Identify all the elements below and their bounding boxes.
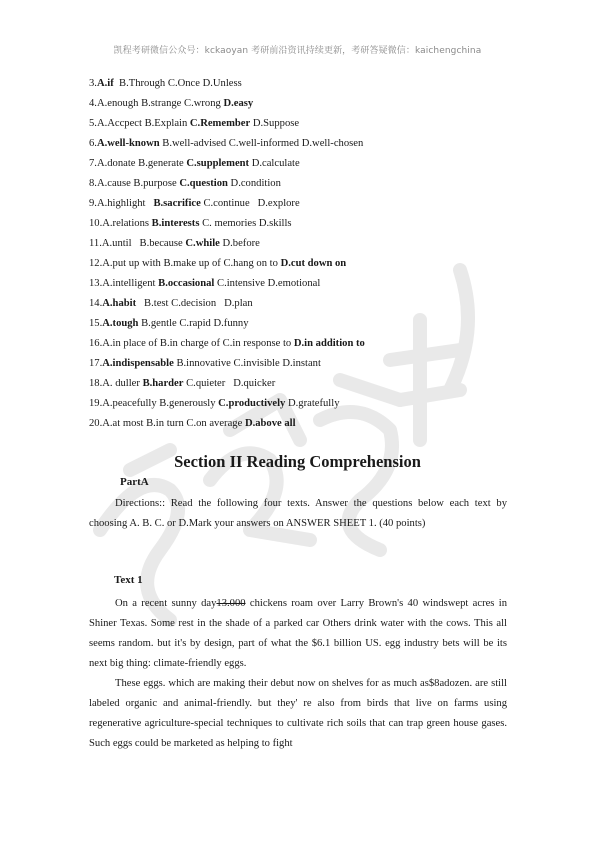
- answer-row: [89, 196, 529, 216]
- answer-text: 11.A.until B.because: [89, 238, 186, 249]
- answer-correct: B.interests: [151, 218, 200, 229]
- answer-row: [89, 236, 529, 256]
- answer-text: 13.A.intelligent: [89, 278, 159, 289]
- answer-correct: C.Remember: [189, 118, 251, 129]
- answer-correct: D.above all: [244, 418, 296, 429]
- text1-paragraph-1: [89, 594, 507, 674]
- answer-row: [89, 336, 529, 356]
- answer-text: D.Suppose: [250, 118, 300, 129]
- answer-text: 4.A.enough B.strange C.wrong: [89, 98, 224, 109]
- answer-row: [89, 316, 529, 336]
- answer-correct: A.habit: [102, 298, 137, 309]
- answer-correct: D.cut down on: [280, 258, 347, 269]
- answer-text: 5.A.Accpect B.Explain: [89, 118, 190, 129]
- answer-text: 20.A.at most B.in turn C.on average: [89, 418, 245, 429]
- answer-list: [89, 76, 529, 436]
- answer-text: D.before: [219, 238, 260, 249]
- answer-text: 15.: [89, 318, 103, 329]
- answer-correct: B.sacrifice: [153, 198, 201, 209]
- answer-text: B.test C.decision D.plan: [136, 298, 253, 309]
- answer-row: [89, 96, 529, 116]
- answer-correct: C.productively: [218, 398, 286, 409]
- answer-row: [89, 116, 529, 136]
- answer-text: C.quieter D.quicker: [183, 378, 276, 389]
- answer-row: [89, 356, 529, 376]
- answer-row: [89, 396, 529, 416]
- answer-text: B.innovative C.invisible D.instant: [173, 358, 321, 369]
- answer-text: 14.: [89, 298, 103, 309]
- answer-text: 19.A.peacefully B.generously: [89, 398, 219, 409]
- answer-text: B.gentle C.rapid D.funny: [138, 318, 249, 329]
- answer-correct: B.occasional: [158, 278, 215, 289]
- answer-text: 9.A.highlight: [89, 198, 154, 209]
- answer-correct: C.while: [185, 238, 220, 249]
- answer-row: [89, 416, 529, 436]
- answer-correct: A.if: [96, 78, 114, 89]
- answer-row: [89, 376, 529, 396]
- answer-correct: C.supplement: [186, 158, 250, 169]
- answer-row: [89, 296, 529, 316]
- text1-title: Text 1: [114, 574, 143, 586]
- answer-text: 6.: [89, 138, 97, 149]
- answer-text: B.well-advised C.well-informed D.well-chosen: [159, 138, 364, 149]
- text1-p1-after: chickens roam over Larry Brown's 40 windswept acres in Shiner Texas. Some rest in the shade of a parked car Others drink water with the cows. This all seems random. but it's by design, part of what the $6.1 billion US. egg industry bets will be its next big thing: climate-friendly eggs.: [89, 598, 507, 669]
- answer-text: C.intensive D.emotional: [214, 278, 321, 289]
- answer-text: 7.A.donate B.generate: [89, 158, 187, 169]
- text1-paragraph-2: These eggs. which are making their debut now on shelves for as much as$8adozen. are still labeled organic and animal-friendly. but they' re also from birds that live on farms using regenerative agriculture-special techniques to cultivate rich soils that can trap green house gases. Such eggs could be marketed as helping to fight: [89, 678, 507, 749]
- answer-row: [89, 136, 529, 156]
- answer-row: [89, 276, 529, 296]
- answer-text: 10.A.relations: [89, 218, 152, 229]
- answer-correct: A.indispensable: [102, 358, 174, 369]
- part-title: PartA: [120, 476, 149, 488]
- answer-correct: D.in addition to: [293, 338, 365, 349]
- answer-text: 3.: [89, 78, 97, 89]
- answer-correct: A.tough: [102, 318, 139, 329]
- answer-row: [89, 176, 529, 196]
- answer-text: C. memories D.skills: [199, 218, 292, 229]
- answer-text: 17.: [89, 358, 103, 369]
- directions-paragraph: Directions:: Read the following four texts. Answer the questions below each text by choosing A. B. C. or D.Mark your answers on ANSWER SHEET 1. (40 points): [89, 498, 507, 529]
- answer-text: C.continue D.explore: [200, 198, 300, 209]
- text1-p1-strike: 13.000: [216, 598, 246, 609]
- section-title: Section II Reading Comprehension: [174, 452, 421, 471]
- answer-text: B.Through C.Once D.Unless: [113, 78, 242, 89]
- page-header: 凯程考研微信公众号：kckaoyan 考研前沿资讯持续更新，考研答疑微信：kaichengchina: [113, 46, 482, 56]
- answer-text: D.gratefully: [285, 398, 340, 409]
- text1-p1-before: On a recent sunny day: [115, 598, 217, 609]
- answer-text: 18.A. duller: [89, 378, 143, 389]
- answer-row: [89, 156, 529, 176]
- answer-text: 8.A.cause B.purpose: [89, 178, 180, 189]
- answer-correct: B.harder: [142, 378, 184, 389]
- answer-text: D.condition: [227, 178, 281, 189]
- answer-row: [89, 216, 529, 236]
- answer-correct: C.question: [179, 178, 228, 189]
- answer-correct: D.easy: [223, 98, 254, 109]
- answer-row: [89, 76, 529, 96]
- answer-correct: A.well-known: [96, 138, 160, 149]
- answer-text: D.calculate: [249, 158, 300, 169]
- answer-row: [89, 256, 529, 276]
- answer-text: 12.A.put up with B.make up of C.hang on to: [89, 258, 281, 269]
- answer-text: 16.A.in place of B.in charge of C.in response to: [89, 338, 294, 349]
